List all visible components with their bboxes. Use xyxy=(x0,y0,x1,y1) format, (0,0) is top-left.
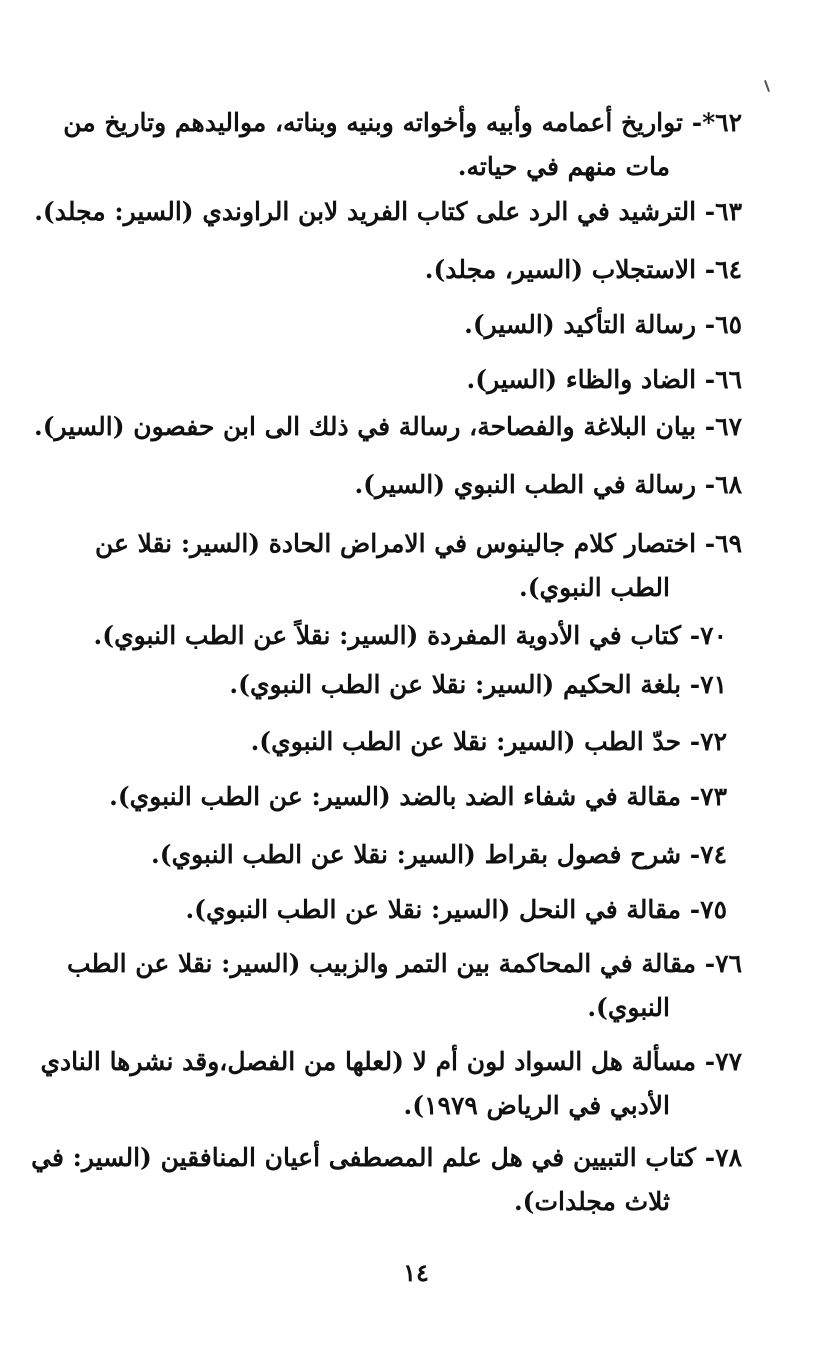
entry-continuation: الأدبي في الرياض ١٩٧٩). xyxy=(403,1091,670,1120)
entry-number: ٦٢*- xyxy=(691,108,742,137)
entry-number: ٦٣- xyxy=(704,197,742,226)
entry-text: رسالة في الطب النبوي (السير). xyxy=(354,470,697,499)
entry-text: مسألة هل السواد لون أم لا (لعلها من الفصل،وقد نشرها النادي xyxy=(40,1047,697,1076)
entry-continuation: الطب النبوي). xyxy=(519,573,670,602)
scan-mark xyxy=(764,80,770,92)
list-item xyxy=(22,358,742,402)
list-item xyxy=(22,463,742,507)
list-item xyxy=(22,522,742,610)
entry-number: ٦٦- xyxy=(704,365,742,394)
entry-text: رسالة التأكيد (السير). xyxy=(464,310,697,339)
list-item xyxy=(22,101,742,189)
list-item xyxy=(7,833,727,877)
entry-number: ٦٤- xyxy=(704,255,742,284)
entry-text: الترشيد في الرد على كتاب الفريد لابن الراوندي (السير: مجلد). xyxy=(34,197,697,226)
entry-continuation: مات منهم في حياته. xyxy=(457,152,670,181)
entry-number: ٦٩- xyxy=(704,529,742,558)
list-item xyxy=(22,248,742,292)
entry-text: مقالة في النحل (السير: نقلا عن الطب النبوي). xyxy=(185,895,682,924)
entry-number: ٧٧- xyxy=(704,1047,742,1076)
entry-number: ٦٥- xyxy=(704,310,742,339)
list-item xyxy=(7,614,727,658)
entry-number: ٧٦- xyxy=(704,949,742,978)
entry-number: ٦٨- xyxy=(704,470,742,499)
entry-number: ٧٨- xyxy=(704,1143,742,1172)
list-item xyxy=(22,942,742,1030)
entry-text: شرح فصول بقراط (السير: نقلا عن الطب النبوي). xyxy=(151,840,682,869)
entry-text: الاستجلاب (السير، مجلد). xyxy=(424,255,697,284)
entry-number: ٧٣- xyxy=(689,782,727,811)
entry-text: تواريخ أعمامه وأبيه وأخواته وبنيه وبناته، مواليدهم وتاريخ من xyxy=(63,108,683,137)
entry-text: مقالة في شفاء الضد بالضد (السير: عن الطب النبوي). xyxy=(109,782,682,811)
entry-text: كتاب في الأدوية المفردة (السير: نقلاً عن الطب النبوي). xyxy=(93,621,682,650)
list-item xyxy=(22,1040,742,1128)
list-item xyxy=(7,720,727,764)
entry-number: ٧٥- xyxy=(689,895,727,924)
list-item xyxy=(7,888,727,932)
list-item xyxy=(22,405,742,449)
entry-number: ٧٠- xyxy=(689,621,727,650)
entry-text: بلغة الحكيم (السير: نقلا عن الطب النبوي). xyxy=(229,670,682,699)
entry-text: الضاد والظاء (السير). xyxy=(466,365,697,394)
entry-text: مقالة في المحاكمة بين التمر والزبيب (السير: نقلا عن الطب xyxy=(66,949,697,978)
list-item xyxy=(22,303,742,347)
list-item xyxy=(7,775,727,819)
entry-continuation: النبوي). xyxy=(587,993,670,1022)
page-number: ١٤ xyxy=(403,1258,429,1287)
entry-text: كتاب التبيين في هل علم المصطفى أعيان المنافقين (السير: في xyxy=(31,1143,697,1172)
entry-text: بيان البلاغة والفصاحة، رسالة في ذلك الى ابن حفصون (السير). xyxy=(33,412,697,441)
entry-number: ٧٤- xyxy=(689,840,727,869)
entry-continuation: ثلاث مجلدات). xyxy=(513,1187,670,1216)
entry-text: حدّ الطب (السير: نقلا عن الطب النبوي). xyxy=(250,727,682,756)
list-item xyxy=(7,663,727,707)
entry-number: ٧٢- xyxy=(689,727,727,756)
entry-number: ٧١- xyxy=(689,670,727,699)
entry-text: اختصار كلام جالينوس في الامراض الحادة (السير: نقلا عن xyxy=(94,529,697,558)
list-item xyxy=(22,1136,742,1224)
entry-number: ٦٧- xyxy=(704,412,742,441)
list-item xyxy=(22,190,742,234)
